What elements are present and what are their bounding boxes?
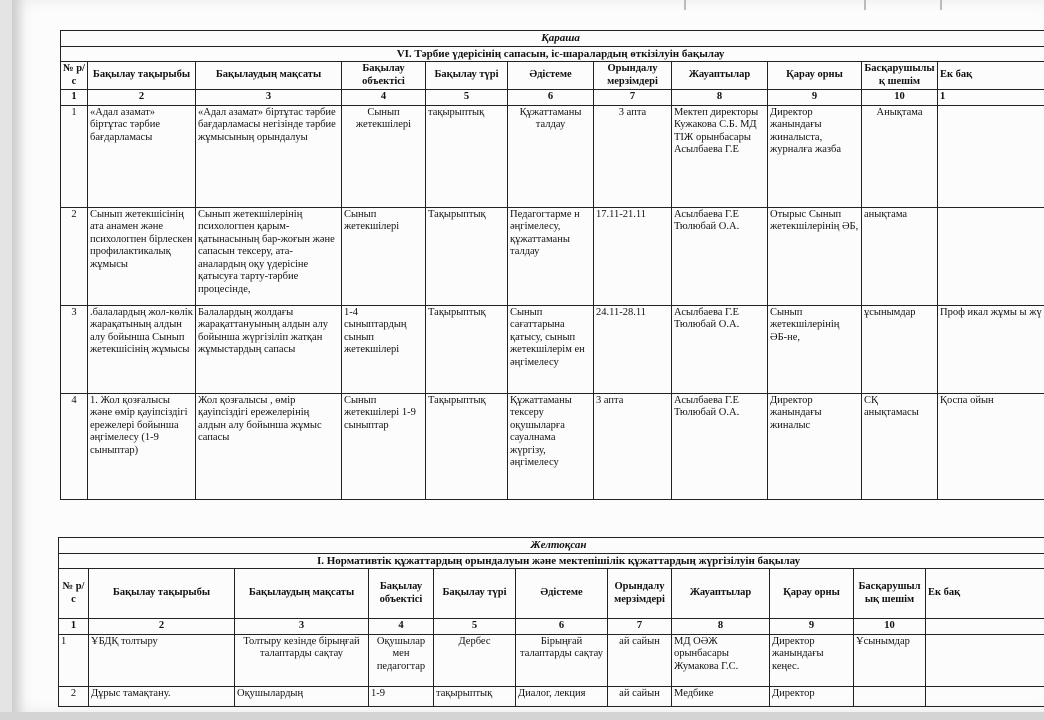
header-cell: Басқарушылық шешім	[862, 62, 938, 90]
header-cell: № р/с	[61, 62, 88, 90]
header-cell: Бақылау тақырыбы	[89, 569, 235, 619]
control-term: ай сайын	[608, 634, 672, 686]
responsible: Асылбаева Г.Е Тюлюбай О.А.	[672, 305, 768, 393]
extra-cell	[938, 207, 1044, 305]
header-cell: Бақылаудың мақсаты	[196, 62, 342, 90]
control-object: 1-9	[369, 686, 434, 706]
table-row	[61, 305, 1044, 393]
responsible: Мектеп директоры Кужакова С.Б. МД ТІЖ орынбасары Асылбаева Г.Е	[672, 105, 768, 207]
review-place: Директор	[770, 686, 854, 706]
table-row	[61, 207, 1044, 305]
header-cell: Жауаптылар	[672, 62, 768, 90]
header-cell: Бақылау объектісі	[342, 62, 426, 90]
column-number: 9	[768, 90, 862, 106]
control-term: 3 апта	[594, 105, 672, 207]
control-object: Сынып жетекшілері 1-9 сыныптар	[342, 393, 426, 499]
control-table-december	[58, 537, 1044, 707]
header-cell: Әдістеме	[516, 569, 608, 619]
extra-cell	[938, 105, 1044, 207]
column-number: 7	[594, 90, 672, 106]
column-number: 3	[196, 90, 342, 106]
header-cell: Бақылау тақырыбы	[88, 62, 196, 90]
control-object: Сынып жетекшілері	[342, 105, 426, 207]
control-term: 17.11-21.11	[594, 207, 672, 305]
column-number	[926, 619, 1044, 635]
column-number: 1	[61, 90, 88, 106]
column-number: 5	[426, 90, 508, 106]
control-term: ай сайын	[608, 686, 672, 706]
management-decision: анықтама	[862, 207, 938, 305]
control-topic: «Адал азамат» біртұтас тәрбие бағдарламасы	[88, 105, 196, 207]
header-cell: Басқарушылық шешім	[854, 569, 926, 619]
control-type: Тақырыптық	[426, 393, 508, 499]
header-cell: Бақылау түрі	[426, 62, 508, 90]
responsible: Асылбаева Г.Е Тюлюбай О.А.	[672, 207, 768, 305]
control-goal: Жол қозғалысы , өмір қауіпсіздігі ережелерінің алдын алу бойынша жұмыс сапасы	[196, 393, 342, 499]
scan-bottom-strip	[0, 712, 1044, 720]
control-method: Құжаттаманы тексеру оқушыларға сауалнама жүргізу, әңгімелесу	[508, 393, 594, 499]
header-cell: Қарау орны	[768, 62, 862, 90]
table-row	[59, 634, 1044, 686]
header-cell: Бақылаудың мақсаты	[235, 569, 369, 619]
control-type: тақырыптық	[426, 105, 508, 207]
control-type: тақырыптық	[434, 686, 516, 706]
column-number: 1	[938, 90, 1044, 106]
section-title: VI. Тәрбие үдерісінің сапасын, іс-шаралардың өткізілуін бақылау	[61, 46, 1044, 62]
management-decision: ұсынымдар	[862, 305, 938, 393]
management-decision: Анықтама	[862, 105, 938, 207]
document-page	[12, 0, 1044, 712]
control-type: Тақырыптық	[426, 305, 508, 393]
extra-cell: Проф икал жұмы ы жү	[938, 305, 1044, 393]
control-object: Оқушылар мен педагогтар	[369, 634, 434, 686]
column-number: 10	[854, 619, 926, 635]
control-topic: Сынып жетекшісінің ата анамен және психологпен бірлескен профилактикалық жұмысы	[88, 207, 196, 305]
column-number: 4	[342, 90, 426, 106]
management-decision: СҚ анықтамасы	[862, 393, 938, 499]
column-number: 6	[508, 90, 594, 106]
column-number: 6	[516, 619, 608, 635]
row-number: 3	[61, 305, 88, 393]
header-row	[61, 62, 1044, 90]
header-cell: Ек бақ	[938, 62, 1044, 90]
review-place: Директор жанындағы жиналыста, журналға жазба	[768, 105, 862, 207]
review-place: Директор жанындағы жиналыс	[768, 393, 862, 499]
control-object: Сынып жетекшілері	[342, 207, 426, 305]
column-number: 1	[59, 619, 89, 635]
scan-top-marks	[12, 0, 1044, 14]
column-number: 5	[434, 619, 516, 635]
page-edge-shadow	[12, 0, 26, 712]
column-number: 8	[672, 619, 770, 635]
table-row	[59, 686, 1044, 706]
responsible: МД ОӘЖ орынбасары Жумакова Г.С.	[672, 634, 770, 686]
control-table-november	[60, 30, 1044, 500]
header-cell: Бақылау түрі	[434, 569, 516, 619]
control-method: Диалог, лекция	[516, 686, 608, 706]
control-goal: Толтыру кезінде бірыңғай талаптарды сақтау	[235, 634, 369, 686]
table-row	[61, 393, 1044, 499]
section-title: І. Нормативтік құжаттардың орындалуын және мектепішілік құжаттардың жүргізілуін бақылау	[59, 553, 1044, 569]
column-number: 2	[89, 619, 235, 635]
column-number-row	[61, 90, 1044, 106]
header-cell: Бақылау объектісі	[369, 569, 434, 619]
review-place: Директор жанындағы кеңес.	[770, 634, 854, 686]
month-title: Қараша	[61, 31, 1044, 47]
control-method: Бірыңғай талаптарды сақтау	[516, 634, 608, 686]
control-type: Дербес	[434, 634, 516, 686]
extra-cell	[926, 634, 1044, 686]
management-decision	[854, 686, 926, 706]
row-number: 2	[61, 207, 88, 305]
column-number: 2	[88, 90, 196, 106]
row-number: 4	[61, 393, 88, 499]
column-number: 9	[770, 619, 854, 635]
control-topic: .балалардың жол-көлік жарақатының алдын алу бойынша Сынып жетекшісінің жұмысы	[88, 305, 196, 393]
header-cell: Ек бақ	[926, 569, 1044, 619]
control-goal: Балалардың жолдағы жарақаттануының алдын алу бойынша жүргізіліп жатқан жұмыстардың сапасы	[196, 305, 342, 393]
control-type: Тақырыптық	[426, 207, 508, 305]
control-method: Педагогтарме н әңгімелесу, құжаттаманы талдау	[508, 207, 594, 305]
responsible: Медбике	[672, 686, 770, 706]
row-number: 1	[61, 105, 88, 207]
management-decision: Ұсынымдар	[854, 634, 926, 686]
column-number: 7	[608, 619, 672, 635]
extra-cell: Қоспа ойын	[938, 393, 1044, 499]
row-number: 1	[59, 634, 89, 686]
header-cell: Жауаптылар	[672, 569, 770, 619]
control-topic: ҰБДҚ толтыру	[89, 634, 235, 686]
column-number: 3	[235, 619, 369, 635]
column-number: 8	[672, 90, 768, 106]
control-method: Сынып сағаттарына қатысу, сынып жетекшілерім ен әңгімелесу	[508, 305, 594, 393]
header-cell: Қарау орны	[770, 569, 854, 619]
month-title: Желтоқсан	[59, 538, 1044, 554]
control-topic: 1. Жол қозғалысы және өмір қауіпсіздігі ережелері бойынша әңгімелесу (1-9 сыныптар)	[88, 393, 196, 499]
header-cell: Әдістеме	[508, 62, 594, 90]
column-number: 10	[862, 90, 938, 106]
row-number: 2	[59, 686, 89, 706]
column-number: 4	[369, 619, 434, 635]
review-place: Сынып жетекшілерінің ӘБ-не,	[768, 305, 862, 393]
control-term: 3 апта	[594, 393, 672, 499]
header-cell: Орындалу мерзімдері	[594, 62, 672, 90]
table-row	[61, 105, 1044, 207]
extra-cell	[926, 686, 1044, 706]
header-cell: Орындалу мерзімдері	[608, 569, 672, 619]
control-goal: Оқушылардың	[235, 686, 369, 706]
responsible: Асылбаева Г.Е Тюлюбай О.А.	[672, 393, 768, 499]
column-number-row	[59, 619, 1044, 635]
control-goal: «Адал азамат» біртұтас тәрбие бағдарламасы негізінде тәрбие жұмысының орындалуы	[196, 105, 342, 207]
header-cell: № р/с	[59, 569, 89, 619]
control-goal: Сынып жетекшілерінің психологпен қарым-қатынасының бар-жоғын және сапасын тексеру, ата-аналардың оқу үдерісіне қатысуға тарту-тәрбие процесінде,	[196, 207, 342, 305]
header-row	[59, 569, 1044, 619]
control-object: 1-4 сыныптардың сынып жетекшілері	[342, 305, 426, 393]
control-term: 24.11-28.11	[594, 305, 672, 393]
review-place: Отырыс Сынып жетекшілерінің ӘБ,	[768, 207, 862, 305]
control-method: Құжаттаманы талдау	[508, 105, 594, 207]
control-topic: Дұрыс тамақтану.	[89, 686, 235, 706]
